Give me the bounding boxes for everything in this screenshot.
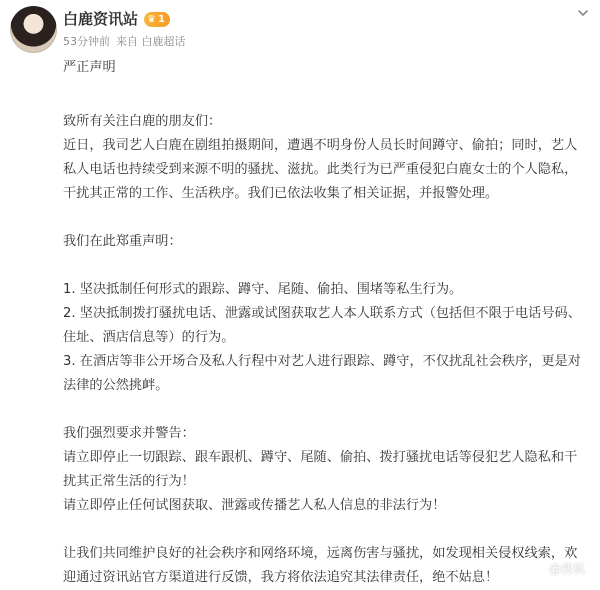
avatar[interactable] <box>10 6 57 53</box>
author-row <box>63 9 170 29</box>
post-meta <box>63 34 186 50</box>
watermark <box>549 560 585 577</box>
crown-icon: ♛ <box>147 13 156 25</box>
badge-level: 1 <box>157 13 165 25</box>
declaration-item-3: 3. 在酒店等非公开场合及私人行程中对艺人进行跟踪、蹲守，不仅扰乱社会秩序，更是对法律的公然挑衅。 <box>63 354 581 393</box>
closing-paragraph: 让我们共同维护良好的社会秩序和网络环境，远离伤害与骚扰，如发现相关侵权线索，欢迎通过资讯站官方渠道进行反馈，我方将依法追究其法律责任，绝不姑息！ <box>63 546 578 585</box>
author-name[interactable]: 白鹿资讯站 <box>63 10 139 28</box>
fan-level-badge[interactable] <box>144 12 170 27</box>
warning-heading: 我们强烈要求并警告： <box>63 426 195 441</box>
declaration-item-2: 2. 坚决抵制拨打骚扰电话、泄露或试图获取艺人本人联系方式（包括但不限于电话号码、住址、酒店信息等）的行为。 <box>63 306 581 345</box>
greeting: 致所有关注白鹿的朋友们： <box>63 114 222 129</box>
declaration-item-1: 1. 坚决抵制任何形式的跟踪、蹲守、尾随、偷拍、围堵等私生行为。 <box>63 282 463 297</box>
intro-paragraph: 近日，我司艺人白鹿在剧组拍摄期间，遭遇不明身份人员长时间蹲守、偷拍；同时，艺人私人电话也持续受到来源不明的骚扰、滋扰。此类行为已严重侵犯白鹿女士的个人隐私，干扰其正常的工作、生活秩序。我们已依法收集了相关证据，并报警处理。 <box>63 138 578 201</box>
post-time[interactable]: 53分钟前 <box>63 35 110 48</box>
post-title: 严正声明 <box>63 60 116 75</box>
post-source[interactable]: 来自 白鹿超话 <box>116 35 186 48</box>
warning-1: 请立即停止一切跟踪、跟车跟机、蹲守、尾随、偷拍、拨打骚扰电话等侵犯艺人隐私和干扰其正常生活的行为！ <box>63 450 578 489</box>
chevron-down-icon[interactable] <box>576 6 590 20</box>
declaration-heading: 我们在此郑重声明： <box>63 234 182 249</box>
watermark-text: @搜狐 <box>548 562 585 576</box>
post-content <box>63 56 585 590</box>
warning-2: 请立即停止任何试图获取、泄露或传播艺人私人信息的非法行为！ <box>63 498 446 513</box>
